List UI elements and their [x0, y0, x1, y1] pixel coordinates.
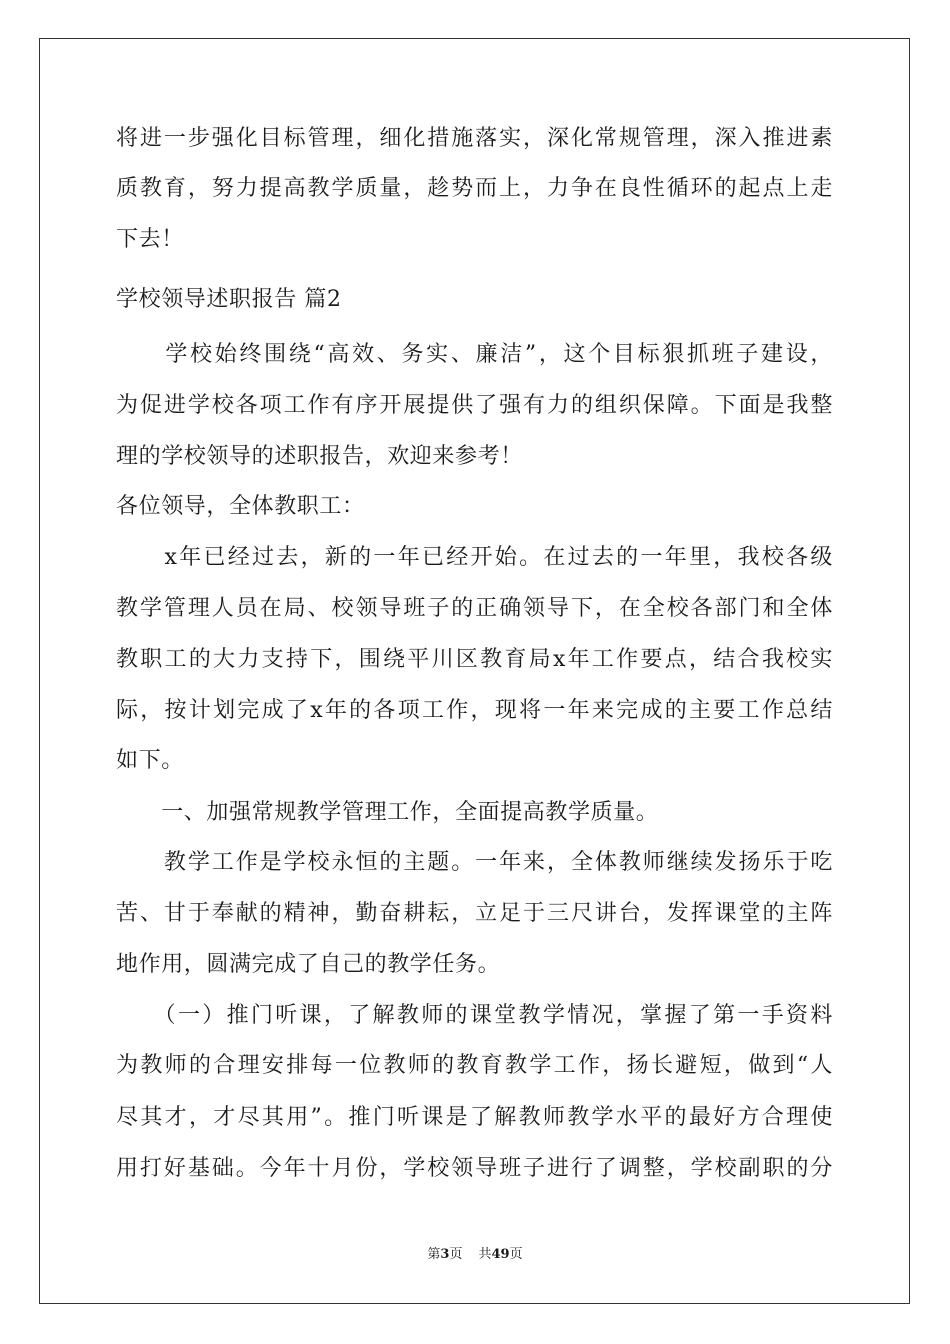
text-line: 为教师的合理安排每一位教师的教育教学工作，扬长避短，做到“人 [116, 1053, 833, 1078]
text-line: 际，按计划完成了x年的各项工作，现将一年来完成的主要工作总结 [116, 698, 833, 723]
total-suffix: 页 [509, 1247, 523, 1262]
text-line: 教学工作是学校永恒的主题。一年来，全体教师继续发扬乐于吃 [116, 850, 833, 875]
text-line: 教职工的大力支持下，围绕平川区教育局x年工作要点，结合我校实 [116, 647, 833, 672]
section-heading: 学校领导述职报告 篇2 [116, 287, 342, 312]
text-line: 学校始终围绕“高效、务实、廉洁”，这个目标狠抓班子建设， [116, 342, 833, 367]
total-pages: 49 [491, 1247, 510, 1262]
page-number: 3 [440, 1247, 450, 1262]
page-prefix: 第 [427, 1247, 441, 1262]
text-line: 苦、甘于奉献的精神，勤奋耕耘，立足于三尺讲台，发挥课堂的主阵 [116, 901, 833, 926]
text-line: 质教育，努力提高教学质量，趁势而上，力争在良性循环的起点上走 [116, 176, 833, 201]
page-footer [0, 1247, 950, 1263]
text-line: （一）推门听课，了解教师的课堂教学情况，掌握了第一手资料 [116, 1003, 833, 1028]
total-prefix: 共 [478, 1247, 492, 1262]
text-line: 为促进学校各项工作有序开展提供了强有力的组织保障。下面是我整 [116, 393, 833, 418]
text-line: 用打好基础。今年十月份，学校领导班子进行了调整，学校副职的分 [116, 1156, 833, 1181]
text-line: 尽其才，才尽其用”。推门听课是了解教师教学水平的最好方合理使 [116, 1105, 833, 1130]
page-suffix: 页 [449, 1247, 463, 1262]
salutation: 各位领导，全体教职工： [116, 494, 365, 519]
text-line: 地作用，圆满完成了自己的教学任务。 [116, 952, 501, 977]
text-line: 将进一步强化目标管理，细化措施落实，深化常规管理，深入推进素 [116, 126, 833, 151]
text-line: x年已经过去，新的一年已经开始。在过去的一年里，我校各级 [116, 545, 833, 570]
text-line: 理的学校领导的述职报告，欢迎来参考！ [116, 444, 523, 469]
text-line: 如下。 [116, 748, 184, 773]
text-line: 下去！ [116, 227, 184, 252]
subsection-heading: 一、加强常规教学管理工作，全面提高教学质量。 [116, 800, 659, 825]
text-line: 教学管理人员在局、校领导班子的正确领导下，在全校各部门和全体 [116, 596, 833, 621]
